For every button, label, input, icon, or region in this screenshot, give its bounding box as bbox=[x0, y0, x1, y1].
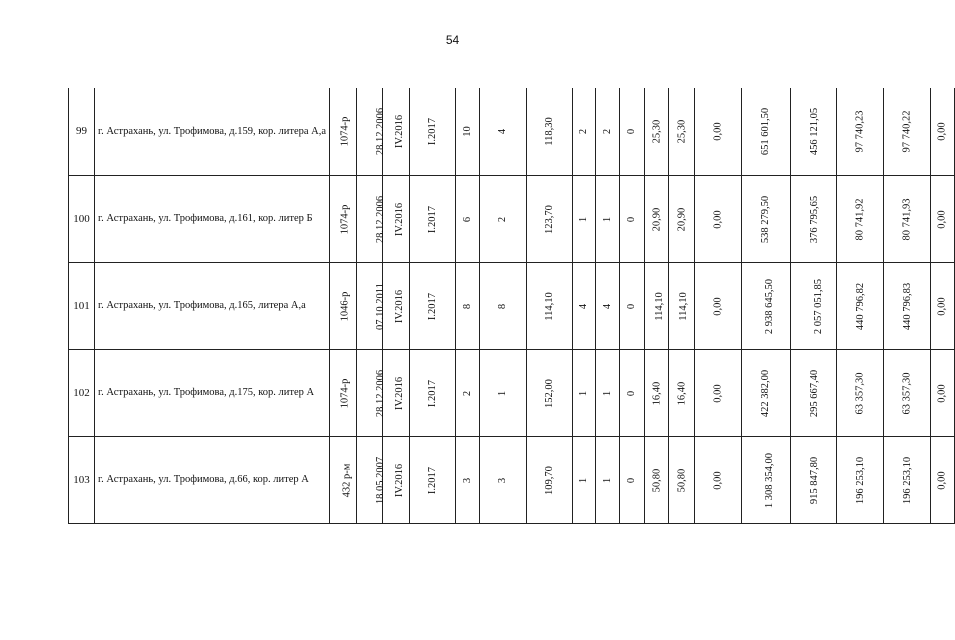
value-cell bbox=[330, 436, 357, 523]
value-cell bbox=[573, 262, 596, 349]
value-cell bbox=[456, 88, 480, 175]
value-cell bbox=[383, 349, 410, 436]
rotated-value: IV.2016 bbox=[394, 115, 406, 149]
rotated-value: 114,10 bbox=[677, 291, 689, 321]
table-row bbox=[69, 349, 955, 436]
rotated-value: 16,40 bbox=[676, 381, 687, 405]
value-cell bbox=[931, 88, 955, 175]
table-row bbox=[69, 175, 955, 262]
rotated-value: 4 bbox=[602, 303, 613, 309]
rotated-value: IV.2016 bbox=[394, 202, 406, 236]
value-cell bbox=[410, 262, 456, 349]
value-cell bbox=[573, 88, 596, 175]
value-cell bbox=[330, 349, 357, 436]
value-cell bbox=[884, 436, 931, 523]
rotated-value: 432 р-м bbox=[341, 463, 353, 497]
value-cell bbox=[596, 175, 620, 262]
value-cell bbox=[837, 175, 884, 262]
value-cell bbox=[669, 436, 695, 523]
rotated-value: I.2017 bbox=[427, 466, 438, 494]
value-cell bbox=[669, 175, 695, 262]
rotated-value: 456 121,05 bbox=[809, 108, 821, 156]
rotated-value: 28.12.2006 bbox=[375, 369, 387, 417]
value-cell bbox=[330, 262, 357, 349]
rotated-value: 196 253,10 bbox=[902, 456, 914, 504]
rotated-value: 97 740,23 bbox=[854, 110, 866, 153]
value-cell bbox=[357, 175, 387, 262]
value-cell bbox=[357, 88, 387, 175]
rotated-value: 0 bbox=[626, 303, 638, 309]
rotated-value: 1074-р bbox=[339, 116, 351, 147]
value-cell bbox=[695, 175, 742, 262]
rotated-value: 63 357,30 bbox=[854, 372, 866, 414]
value-cell bbox=[742, 349, 791, 436]
value-cell bbox=[669, 88, 695, 175]
rotated-value: 8 bbox=[497, 303, 509, 309]
rotated-value: 10 bbox=[462, 126, 473, 137]
value-cell bbox=[931, 349, 955, 436]
value-cell bbox=[527, 88, 573, 175]
rotated-value: 6 bbox=[462, 216, 473, 222]
rotated-value: 16,40 bbox=[651, 381, 663, 405]
value-cell bbox=[410, 436, 456, 523]
value-cell bbox=[884, 262, 931, 349]
rotated-value: 422 382,00 bbox=[760, 369, 772, 417]
value-cell bbox=[695, 88, 742, 175]
value-cell bbox=[837, 436, 884, 523]
value-cell bbox=[669, 349, 695, 436]
address-cell: г. Астрахань, ул. Трофимова, д.161, кор. литер Б bbox=[95, 175, 330, 262]
rotated-value: 0 bbox=[626, 477, 638, 483]
rotated-value: 50,80 bbox=[676, 468, 687, 492]
address-cell: г. Астрахань, ул. Трофимова, д.66, кор. литер А bbox=[95, 436, 330, 523]
value-cell bbox=[596, 349, 620, 436]
rotated-value: 20,90 bbox=[651, 207, 663, 231]
rotated-value: 18.05.2007 bbox=[375, 456, 387, 504]
value-cell bbox=[480, 175, 527, 262]
rotated-value: 0,00 bbox=[712, 383, 724, 403]
rotated-value: 0 bbox=[626, 390, 638, 396]
table-row bbox=[69, 88, 955, 175]
rotated-value: I.2017 bbox=[427, 292, 438, 320]
rotated-value: 2 bbox=[462, 390, 473, 396]
rotated-value: 0 bbox=[626, 216, 638, 222]
rotated-value: 538 279,50 bbox=[760, 195, 772, 243]
value-cell bbox=[620, 175, 645, 262]
rotated-value: 1046-р bbox=[339, 291, 351, 321]
rotated-value: 123,70 bbox=[544, 204, 555, 234]
value-cell bbox=[695, 262, 742, 349]
value-cell bbox=[791, 175, 837, 262]
value-cell bbox=[645, 262, 669, 349]
value-cell bbox=[456, 175, 480, 262]
value-cell bbox=[573, 175, 596, 262]
value-cell bbox=[884, 175, 931, 262]
rotated-value: 0,00 bbox=[937, 470, 948, 490]
value-cell bbox=[410, 88, 456, 175]
value-cell bbox=[742, 175, 791, 262]
rotated-value: 97 740,22 bbox=[901, 110, 913, 153]
rotated-value: 295 667,40 bbox=[809, 369, 821, 417]
value-cell bbox=[791, 349, 837, 436]
value-cell bbox=[480, 262, 527, 349]
value-cell bbox=[383, 175, 410, 262]
rotated-value: 1 bbox=[602, 477, 613, 483]
rotated-value: 28.12.2006 bbox=[375, 195, 387, 243]
value-cell bbox=[931, 175, 955, 262]
value-cell bbox=[620, 262, 645, 349]
value-cell bbox=[527, 175, 573, 262]
value-cell bbox=[330, 175, 357, 262]
rotated-value: 1 bbox=[578, 216, 590, 222]
table-body bbox=[69, 88, 955, 523]
rotated-value: 2 bbox=[497, 216, 509, 222]
rotated-value: 114,10 bbox=[653, 291, 665, 321]
value-cell bbox=[456, 349, 480, 436]
value-cell bbox=[480, 436, 527, 523]
rotated-value: 152,00 bbox=[544, 378, 555, 408]
value-cell bbox=[837, 349, 884, 436]
rotated-value: 80 741,93 bbox=[901, 198, 913, 240]
value-cell bbox=[931, 436, 955, 523]
rotated-value: 0,00 bbox=[937, 122, 948, 141]
rotated-value: 118,30 bbox=[544, 117, 555, 146]
value-cell bbox=[620, 349, 645, 436]
value-cell bbox=[527, 436, 573, 523]
rotated-value: 1 bbox=[602, 390, 613, 396]
value-cell bbox=[383, 436, 410, 523]
rotated-value: 50,80 bbox=[651, 468, 663, 492]
rotated-value: 80 741,92 bbox=[854, 198, 866, 240]
rotated-value: 2 057 051,85 bbox=[813, 278, 825, 334]
page-number: 54 bbox=[445, 33, 460, 47]
rotated-value: 2 938 645,50 bbox=[764, 278, 776, 334]
rotated-value: I.2017 bbox=[427, 379, 438, 407]
rotated-value: 114,10 bbox=[544, 291, 555, 321]
rotated-value: 8 bbox=[462, 303, 473, 309]
value-cell bbox=[527, 262, 573, 349]
value-cell bbox=[742, 262, 791, 349]
rotated-value: 0,00 bbox=[712, 470, 724, 490]
value-cell bbox=[837, 88, 884, 175]
value-cell bbox=[480, 349, 527, 436]
value-cell bbox=[620, 88, 645, 175]
value-cell bbox=[645, 175, 669, 262]
rotated-value: 1074-р bbox=[339, 378, 351, 408]
rotated-value: I.2017 bbox=[427, 118, 438, 146]
rotated-value: 651 601,50 bbox=[760, 108, 772, 156]
value-cell bbox=[357, 262, 386, 349]
value-cell bbox=[330, 88, 357, 175]
rotated-value: 63 357,30 bbox=[901, 372, 913, 414]
rotated-value: 0,00 bbox=[712, 296, 724, 316]
rotated-value: 1 bbox=[497, 390, 509, 396]
value-cell bbox=[357, 349, 387, 436]
rotated-value: IV.2016 bbox=[394, 376, 406, 410]
value-cell bbox=[837, 262, 884, 349]
row-number: 101 bbox=[69, 262, 95, 349]
rotated-value: 3 bbox=[462, 477, 473, 483]
value-cell bbox=[456, 262, 480, 349]
address-cell: г. Астрахань, ул. Трофимова, д.159, кор. литера А,а bbox=[95, 88, 330, 175]
housing-table bbox=[68, 88, 955, 524]
rotated-value: 1 308 354,00 bbox=[764, 452, 776, 508]
rotated-value: 07.10.2011 bbox=[374, 282, 386, 330]
table-row bbox=[69, 262, 955, 349]
rotated-value: 4 bbox=[497, 129, 509, 135]
value-cell bbox=[931, 262, 955, 349]
value-cell bbox=[480, 88, 527, 175]
value-cell bbox=[596, 262, 620, 349]
value-cell bbox=[596, 436, 620, 523]
value-cell bbox=[383, 88, 410, 175]
rotated-value: 915 847,80 bbox=[809, 456, 821, 504]
value-cell bbox=[695, 349, 742, 436]
value-cell bbox=[573, 436, 596, 523]
rotated-value: 376 795,65 bbox=[809, 195, 821, 243]
rotated-value: 2 bbox=[602, 129, 613, 135]
rotated-value: 1 bbox=[578, 390, 590, 396]
value-cell bbox=[742, 88, 791, 175]
value-cell bbox=[410, 349, 456, 436]
rotated-value: 0,00 bbox=[937, 383, 948, 403]
value-cell bbox=[695, 436, 742, 523]
value-cell bbox=[791, 88, 837, 175]
rotated-value: 0,00 bbox=[712, 209, 724, 229]
value-cell bbox=[791, 262, 837, 349]
row-number: 99 bbox=[69, 88, 95, 175]
value-cell bbox=[357, 436, 387, 523]
rotated-value: 109,70 bbox=[544, 465, 555, 495]
rotated-value: I.2017 bbox=[427, 205, 438, 233]
rotated-value: 1 bbox=[578, 477, 590, 483]
rotated-value: 0,00 bbox=[937, 209, 948, 229]
value-cell bbox=[596, 88, 620, 175]
rotated-value: 440 796,82 bbox=[855, 282, 867, 330]
value-cell bbox=[527, 349, 573, 436]
rotated-value: 3 bbox=[497, 477, 509, 483]
rotated-value: 0,00 bbox=[937, 296, 948, 316]
value-cell bbox=[669, 262, 695, 349]
value-cell bbox=[645, 436, 669, 523]
rotated-value: 25,30 bbox=[651, 119, 663, 144]
value-cell bbox=[742, 436, 791, 523]
rotated-value: IV.2016 bbox=[394, 289, 406, 323]
rotated-value: 1 bbox=[602, 216, 613, 222]
rotated-value: 25,30 bbox=[676, 119, 687, 144]
rotated-value: 0,00 bbox=[712, 122, 724, 141]
rotated-value: 0 bbox=[626, 129, 638, 135]
row-number: 102 bbox=[69, 349, 95, 436]
value-cell bbox=[383, 262, 410, 349]
value-cell bbox=[573, 349, 596, 436]
address-cell: г. Астрахань, ул. Трофимова, д.175, кор. литер А bbox=[95, 349, 330, 436]
rotated-value: 28.12.2006 bbox=[375, 108, 387, 156]
value-cell bbox=[884, 349, 931, 436]
rotated-value: 20,90 bbox=[676, 207, 687, 231]
value-cell bbox=[645, 349, 669, 436]
value-cell bbox=[884, 88, 931, 175]
value-cell bbox=[791, 436, 837, 523]
rotated-value: 196 253,10 bbox=[855, 456, 867, 504]
row-number: 100 bbox=[69, 175, 95, 262]
value-cell bbox=[645, 88, 669, 175]
value-cell bbox=[456, 436, 480, 523]
rotated-value: 4 bbox=[578, 303, 590, 309]
table-row bbox=[69, 436, 955, 523]
rotated-value: 2 bbox=[578, 129, 590, 135]
rotated-value: 1074-р bbox=[339, 204, 351, 234]
value-cell bbox=[410, 175, 456, 262]
rotated-value: IV.2016 bbox=[394, 463, 406, 497]
row-number: 103 bbox=[69, 436, 95, 523]
address-cell: г. Астрахань, ул. Трофимова, д.165, литера А,а bbox=[95, 262, 330, 349]
value-cell bbox=[620, 436, 645, 523]
rotated-value: 440 796,83 bbox=[902, 282, 914, 330]
